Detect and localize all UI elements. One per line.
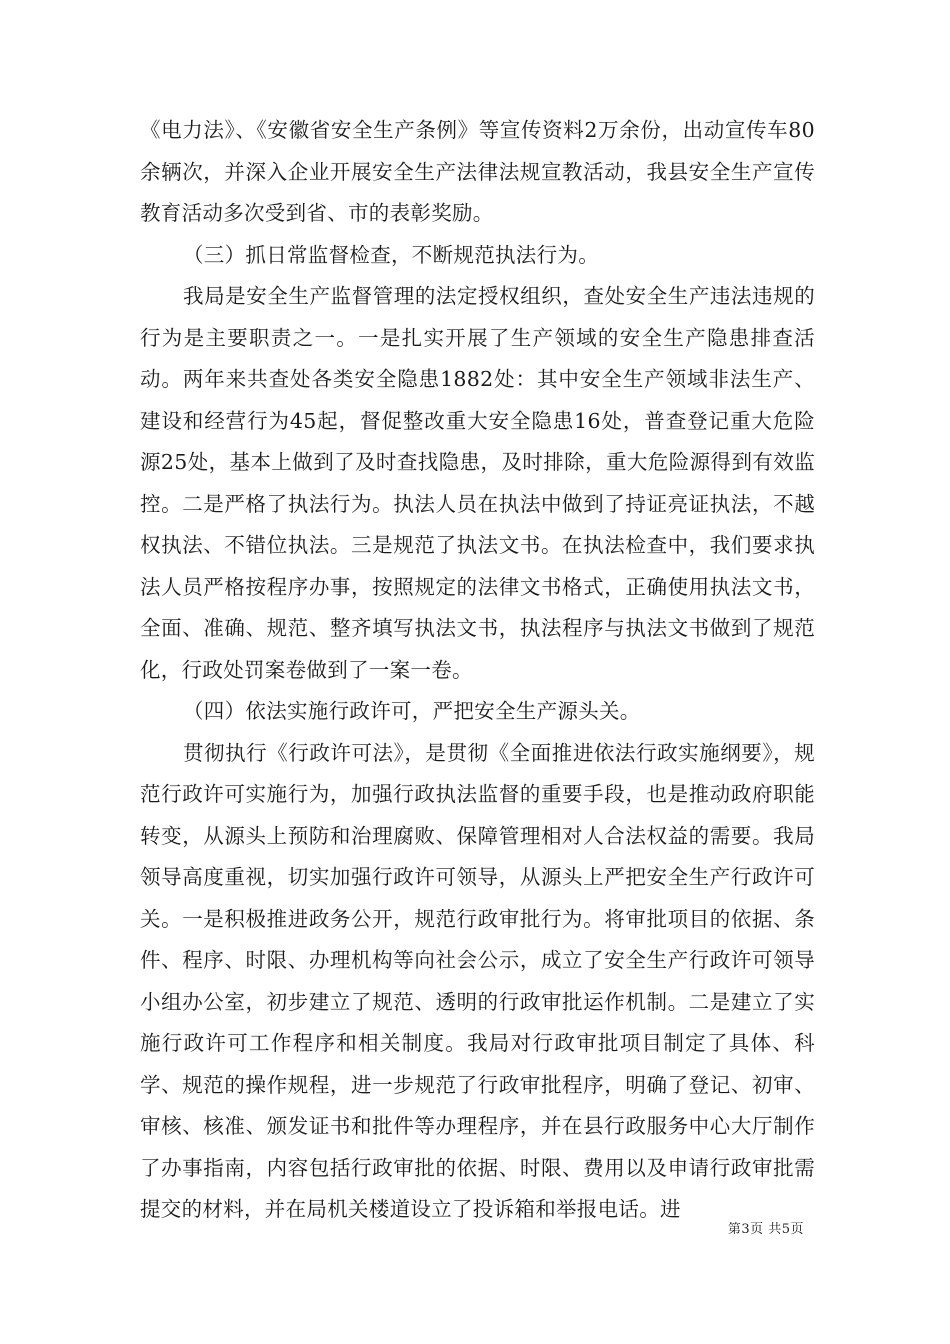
- document-body: [140, 110, 815, 1231]
- section-heading-4: （四）依法实施行政许可，严把安全生产源头关。: [183, 699, 641, 723]
- paragraph-enforcement: 我局是安全生产监督管理的法定授权组织，查处安全生产违法违规的行为是主要职责之一。一是扎实开展了生产领域的安全生产隐患排查活动。两年来共查处各类安全隐患1882处：其中安全生产领域非法生产、建设和经营行为45起，督促整改重大安全隐患16处，普查登记重大危险源25处，基本上做到了及时查找隐患，及时排除，重大危险源得到有效监控。二是严格了执法行为。执法人员在执法中做到了持证亮证执法，不越权执法、不错位执法。三是规范了执法文书。在执法检查中，我们要求执法人员严格按程序办事，按照规定的法律文书格式，正确使用执法文书，全面、准确、规范、整齐填写执法文书，执法程序与执法文书做到了规范化，行政处罚案卷做到了一案一卷。: [140, 284, 815, 682]
- section-heading-3: （三）抓日常监督检查，不断规范执法行为。: [183, 242, 599, 267]
- paragraph-administrative-license: 贯彻执行《行政许可法》，是贯彻《全面推进依法行政实施纲要》，规范行政许可实施行为，加强行政执法监督的重要手段，也是推动政府职能转变，从源头上预防和治理腐败、保障管理相对人合法权益的需要。我局领导高度重视，切实加强行政许可领导，从源头上严把安全生产行政许可关。一是积极推进政务公开，规范行政审批行为。将审批项目的依据、条件、程序、时限、办理机构等向社会公示，成立了安全生产行政许可领导小组办公室，初步建立了规范、透明的行政审批运作机制。二是建立了实施行政许可工作程序和相关制度。我局对行政审批项目制定了具体、科学、规范的操作规程，进一步规范了行政审批程序，明确了登记、初审、审核、核准、颁发证书和批件等办理程序，并在县行政服务中心大厅制作了办事指南，内容包括行政审批的依据、时限、费用以及申请行政审批需提交的材料，并在局机关楼道设立了投诉箱和举报电话。进: [140, 740, 815, 1221]
- paragraph-continuation: 《电力法》、《安徽省安全生产条例》等宣传资料2万余份，出动宣传车80余辆次，并深入企业开展安全生产法律法规宣教活动，我县安全生产宣传教育活动多次受到省、市的表彰奖励。: [140, 118, 815, 225]
- page-number-footer: 第3页 共5页: [727, 1222, 804, 1237]
